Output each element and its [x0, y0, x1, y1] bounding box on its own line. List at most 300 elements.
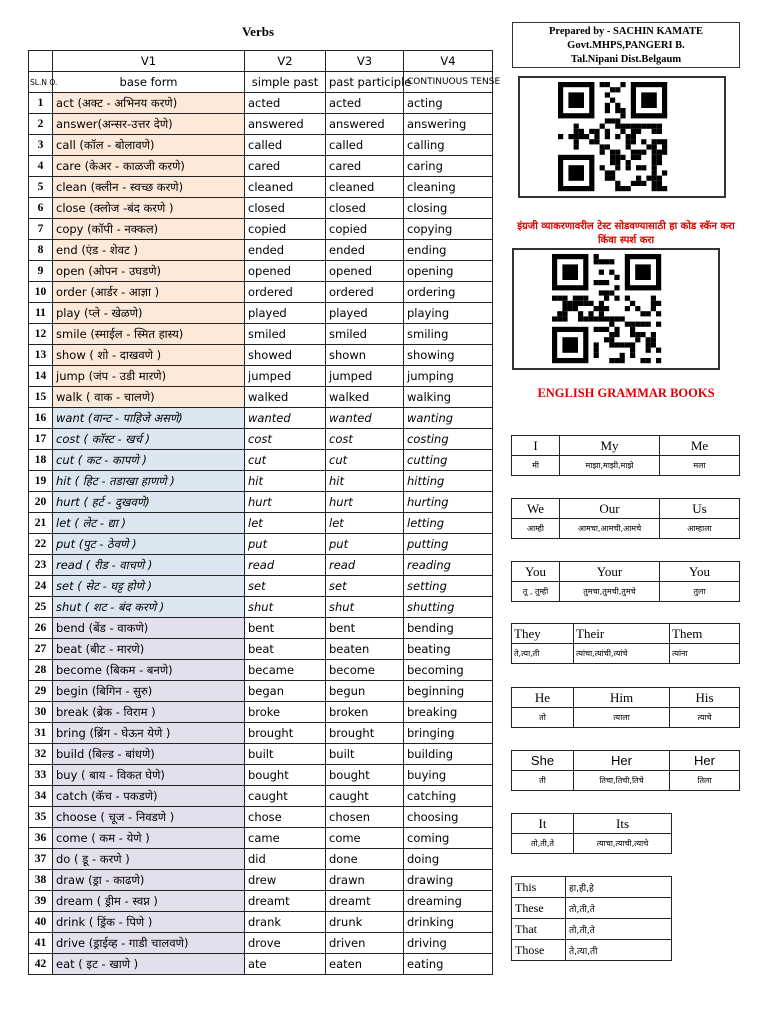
verb-past-participle: closed — [326, 198, 404, 219]
demonstrative-marathi: तो,ती,ते — [566, 898, 672, 919]
pronoun-marathi-cell: तुला — [660, 582, 740, 602]
qr-module — [600, 144, 605, 149]
verb-past-participle: hurt — [326, 492, 404, 513]
qr-module — [614, 358, 619, 363]
verb-continuous: opening — [404, 261, 493, 282]
continuous-tense-header: CONTINUOUS TENSE — [404, 72, 493, 93]
qr-module — [651, 306, 656, 311]
qr-module — [594, 316, 599, 321]
qr-module — [652, 144, 657, 149]
qr-module — [583, 296, 588, 301]
pronoun-english-cell: Them — [670, 624, 740, 644]
qr-module — [568, 134, 573, 139]
table-row — [29, 240, 493, 261]
pronoun-marathi-row — [512, 519, 740, 539]
verb-number: 23 — [29, 555, 53, 576]
verb-base-form: show ( शो - दाखवणे ) — [53, 345, 245, 366]
qr-module — [578, 311, 583, 316]
verb-base-form: jump (जंप - उडी मारणे) — [53, 366, 245, 387]
verb-past-participle: walked — [326, 387, 404, 408]
qr-module — [630, 342, 635, 347]
verb-simple-past: acted — [245, 93, 326, 114]
qr-module — [557, 311, 562, 316]
qr-module — [620, 155, 625, 160]
verb-simple-past: brought — [245, 723, 326, 744]
verb-number: 4 — [29, 156, 53, 177]
qr-module — [630, 348, 635, 353]
qr-module — [599, 259, 604, 264]
qr-module — [604, 337, 609, 342]
pronoun-marathi-cell: त्यांचा,त्यांची,त्यांचे — [574, 644, 670, 664]
qr-code-books[interactable] — [512, 248, 720, 370]
qr-module — [610, 170, 615, 175]
verb-simple-past: dreamt — [245, 891, 326, 912]
qr-module — [562, 306, 567, 311]
qr-module — [631, 139, 636, 144]
verb-base-form: order (आर्डर - आज्ञा ) — [53, 282, 245, 303]
v4-header: V4 — [404, 51, 493, 72]
qr-module — [589, 129, 594, 134]
verb-number: 20 — [29, 492, 53, 513]
qr-module — [594, 280, 599, 285]
verb-past-participle: jumped — [326, 366, 404, 387]
qr-module — [651, 301, 656, 306]
pronoun-marathi-cell: ती — [512, 771, 574, 791]
qr-module — [614, 316, 619, 321]
qr-module — [594, 259, 599, 264]
qr-module — [578, 296, 583, 301]
qr-module — [657, 176, 662, 181]
table-row — [29, 492, 493, 513]
qr-module — [657, 124, 662, 129]
verb-past-participle: set — [326, 576, 404, 597]
table-row — [29, 828, 493, 849]
qr-module — [609, 322, 614, 327]
verb-number: 9 — [29, 261, 53, 282]
qr-module — [615, 103, 620, 108]
verb-past-participle: called — [326, 135, 404, 156]
qr-module — [615, 186, 620, 191]
verb-past-participle: played — [326, 303, 404, 324]
table-row — [29, 282, 493, 303]
qr-module — [573, 296, 578, 301]
verb-continuous: cleaning — [404, 177, 493, 198]
verb-past-participle: cleaned — [326, 177, 404, 198]
qr-module — [562, 301, 567, 306]
demonstrative-marathi: ते,त्या,ती — [566, 940, 672, 961]
pronoun-english-cell: Their — [574, 624, 670, 644]
qr-module — [568, 165, 584, 181]
pronoun-english-cell: He — [512, 688, 574, 708]
qr-module — [615, 165, 620, 170]
verb-number: 36 — [29, 828, 53, 849]
qr-module — [609, 358, 614, 363]
verb-number: 26 — [29, 618, 53, 639]
qr-module — [594, 342, 599, 347]
verb-number: 21 — [29, 513, 53, 534]
pronoun-english-cell: You — [660, 562, 740, 582]
verb-simple-past: called — [245, 135, 326, 156]
page-title: Verbs — [241, 24, 275, 39]
verb-simple-past: ate — [245, 954, 326, 975]
pronoun-english-row — [512, 436, 740, 456]
verb-simple-past: drank — [245, 912, 326, 933]
qr-module — [594, 306, 599, 311]
table-row — [29, 933, 493, 954]
verb-continuous: closing — [404, 198, 493, 219]
qr-module — [646, 322, 651, 327]
verb-past-participle: read — [326, 555, 404, 576]
qr-module — [614, 296, 619, 301]
pronoun-english-cell: They — [512, 624, 574, 644]
qr-module — [599, 311, 604, 316]
qr-module — [646, 358, 651, 363]
verb-simple-past: cost — [245, 429, 326, 450]
verb-number: 35 — [29, 807, 53, 828]
blank-header-cell — [29, 51, 53, 72]
pronoun-english-row — [512, 814, 672, 834]
verb-simple-past: cleaned — [245, 177, 326, 198]
verb-past-participle: opened — [326, 261, 404, 282]
qr-module — [636, 155, 641, 160]
qr-module — [615, 155, 620, 160]
table-row — [29, 870, 493, 891]
verb-continuous: beginning — [404, 681, 493, 702]
qr-module — [615, 118, 620, 123]
verb-continuous: ending — [404, 240, 493, 261]
qr-module — [610, 87, 615, 92]
verb-past-participle: begun — [326, 681, 404, 702]
qr-module — [605, 134, 610, 139]
qr-module — [600, 150, 605, 155]
qr-module — [594, 254, 599, 259]
qr-module — [657, 150, 662, 155]
verb-base-form: act (अक्ट - अभिनय करणे) — [53, 93, 245, 114]
verb-continuous: ordering — [404, 282, 493, 303]
table-row — [29, 534, 493, 555]
verb-past-participle: drunk — [326, 912, 404, 933]
verb-number: 38 — [29, 870, 53, 891]
qr-module — [605, 118, 610, 123]
qr-module — [626, 186, 631, 191]
verb-number: 34 — [29, 786, 53, 807]
verb-base-form: build (बिल्ड - बांधणे) — [53, 744, 245, 765]
qr-module — [605, 144, 610, 149]
qr-module — [615, 181, 620, 186]
verb-past-participle: chosen — [326, 807, 404, 828]
verb-simple-past: came — [245, 828, 326, 849]
qr-module — [651, 337, 656, 342]
qr-module — [646, 348, 651, 353]
qr-module — [604, 327, 609, 332]
qr-module — [620, 186, 625, 191]
qr-module — [562, 337, 578, 353]
verb-simple-past: smiled — [245, 324, 326, 345]
demonstrative-row — [512, 940, 672, 961]
pronoun-marathi-row — [512, 708, 740, 728]
qr-module — [652, 129, 657, 134]
verb-base-form: want (वान्ट - पाहिजे असणे) — [53, 408, 245, 429]
qr-module — [625, 342, 630, 347]
qr-module — [552, 296, 557, 301]
qr-module — [657, 186, 662, 191]
table-row — [29, 681, 493, 702]
pronoun-english-cell: Her — [670, 751, 740, 771]
qr-module — [656, 358, 661, 363]
pronoun-english-row — [512, 562, 740, 582]
verb-continuous: wanting — [404, 408, 493, 429]
qr-module — [636, 129, 641, 134]
pronoun-english-cell: Our — [560, 499, 660, 519]
pronoun-english-row — [512, 624, 740, 644]
pronoun-english-row — [512, 751, 740, 771]
pronoun-english-cell: She — [512, 751, 574, 771]
verb-base-form: come ( कम - येणे ) — [53, 828, 245, 849]
qr-module — [651, 296, 656, 301]
qr-module — [605, 170, 610, 175]
pronoun-table — [511, 813, 672, 854]
table-row — [29, 366, 493, 387]
demonstrative-english: These — [512, 898, 566, 919]
qr-module — [610, 118, 615, 123]
pronoun-english-cell: His — [670, 688, 740, 708]
qr-module — [609, 259, 614, 264]
pronoun-marathi-cell: आमचा,आमची,आमचे — [560, 519, 660, 539]
verb-continuous: walking — [404, 387, 493, 408]
table-row — [29, 471, 493, 492]
verb-base-form: set ( सेट - घट्ट होणे ) — [53, 576, 245, 597]
verb-base-form: end (एंड - शेवट ) — [53, 240, 245, 261]
qr-module — [574, 139, 579, 144]
qr-module — [615, 134, 620, 139]
qr-module — [625, 296, 630, 301]
verb-past-participle: hit — [326, 471, 404, 492]
pronoun-marathi-cell: मी — [512, 456, 560, 476]
table-row — [29, 639, 493, 660]
qr-module — [662, 144, 667, 149]
verb-past-participle: eaten — [326, 954, 404, 975]
qr-module — [584, 134, 589, 139]
demonstratives-table — [511, 876, 672, 961]
pronoun-english-cell: Its — [574, 814, 672, 834]
verb-past-participle: acted — [326, 93, 404, 114]
verb-simple-past: jumped — [245, 366, 326, 387]
qr-module — [568, 306, 573, 311]
qr-module — [558, 134, 563, 139]
verb-simple-past: walked — [245, 387, 326, 408]
qr-module — [594, 353, 599, 358]
table-row — [29, 261, 493, 282]
pronoun-marathi-cell: माझा,माझी,माझे — [560, 456, 660, 476]
verb-number: 11 — [29, 303, 53, 324]
qr-module — [599, 306, 604, 311]
table-row — [29, 912, 493, 933]
table-row — [29, 807, 493, 828]
qr-module — [579, 129, 584, 134]
verb-base-form: answer(अन्सर-उत्तर देणे) — [53, 114, 245, 135]
qr-module — [604, 280, 609, 285]
table-row — [29, 135, 493, 156]
verb-number: 15 — [29, 387, 53, 408]
verb-number: 22 — [29, 534, 53, 555]
verb-base-form: begin (बिगिन - सुरु) — [53, 681, 245, 702]
qr-module — [604, 290, 609, 295]
verb-past-participle: ordered — [326, 282, 404, 303]
verb-past-participle: bought — [326, 765, 404, 786]
demonstrative-row — [512, 898, 672, 919]
qr-module — [646, 337, 651, 342]
verb-base-form: open (ओपन - उघडणे) — [53, 261, 245, 282]
qr-module — [662, 186, 667, 191]
verb-number: 29 — [29, 681, 53, 702]
table-row — [29, 345, 493, 366]
verb-number: 8 — [29, 240, 53, 261]
qr-module — [636, 176, 641, 181]
qr-module — [588, 301, 593, 306]
verb-past-participle: brought — [326, 723, 404, 744]
verb-number: 39 — [29, 891, 53, 912]
verb-continuous: copying — [404, 219, 493, 240]
verb-simple-past: bought — [245, 765, 326, 786]
pronoun-english-cell: Your — [560, 562, 660, 582]
qr-module — [630, 327, 635, 332]
verb-simple-past: put — [245, 534, 326, 555]
verb-continuous: dreaming — [404, 891, 493, 912]
verb-number: 28 — [29, 660, 53, 681]
qr-module — [631, 150, 636, 155]
qr-module — [636, 150, 641, 155]
verb-base-form: shut ( शट - बंद करणे ) — [53, 597, 245, 618]
verb-number: 25 — [29, 597, 53, 618]
verb-base-form: hurt ( हर्ट - दुखवणे) — [53, 492, 245, 513]
verb-continuous: costing — [404, 429, 493, 450]
pronoun-marathi-row — [512, 834, 672, 854]
qr-module — [557, 316, 562, 321]
qr-module — [614, 327, 619, 332]
qr-module — [578, 316, 583, 321]
verb-continuous: driving — [404, 933, 493, 954]
qr-code-icon — [514, 250, 718, 368]
qr-module — [609, 337, 614, 342]
pronoun-marathi-cell: तिला — [670, 771, 740, 791]
qr-module — [626, 124, 631, 129]
verb-past-participle: smiled — [326, 324, 404, 345]
qr-module — [604, 259, 609, 264]
qr-module — [652, 176, 657, 181]
table-row — [29, 156, 493, 177]
qr-module — [599, 301, 604, 306]
credit-line: Tal.Nipani Dist.Belgaum — [570, 54, 682, 65]
pronoun-english-cell: It — [512, 814, 574, 834]
pronoun-marathi-cell: आम्हाला — [660, 519, 740, 539]
qr-module — [657, 155, 662, 160]
verb-simple-past: beat — [245, 639, 326, 660]
verb-base-form: read ( रीड - वाचणे ) — [53, 555, 245, 576]
qr-module — [605, 108, 610, 113]
table-row — [29, 450, 493, 471]
qr-module — [636, 165, 641, 170]
qr-module — [588, 311, 593, 316]
credit-line: Govt.MHPS,PANGERI B. — [567, 40, 685, 51]
qr-module — [652, 170, 657, 175]
demonstrative-marathi: हा,ही,हे — [566, 877, 672, 898]
verb-simple-past: hit — [245, 471, 326, 492]
verb-continuous: acting — [404, 93, 493, 114]
qr-code-icon — [520, 78, 724, 196]
verb-base-form: smile (स्माईल - स्मित हास्य) — [53, 324, 245, 345]
verb-past-participle: become — [326, 660, 404, 681]
qr-module — [568, 92, 584, 108]
qr-module — [589, 139, 594, 144]
qr-module — [594, 348, 599, 353]
qr-code-test[interactable] — [518, 76, 726, 198]
qr-module — [614, 342, 619, 347]
verb-past-participle: dreamt — [326, 891, 404, 912]
verb-number: 3 — [29, 135, 53, 156]
demonstrative-english: Those — [512, 940, 566, 961]
pronoun-marathi-cell: त्याचे — [670, 708, 740, 728]
qr-module — [652, 181, 657, 186]
demonstrative-english: That — [512, 919, 566, 940]
verb-base-form: do ( डू - करणे ) — [53, 849, 245, 870]
verb-number: 1 — [29, 93, 53, 114]
verb-continuous: building — [404, 744, 493, 765]
qr-module — [631, 155, 636, 160]
table-row — [29, 303, 493, 324]
verb-past-participle: shut — [326, 597, 404, 618]
verb-base-form: dream ( ड्रीम - स्वप्न ) — [53, 891, 245, 912]
table-row — [29, 513, 493, 534]
verb-past-participle: bent — [326, 618, 404, 639]
qr-module — [640, 322, 645, 327]
verb-simple-past: showed — [245, 345, 326, 366]
qr-module — [583, 301, 588, 306]
qr-module — [620, 113, 625, 118]
verb-continuous: setting — [404, 576, 493, 597]
qr-module — [620, 358, 625, 363]
qr-module — [620, 316, 625, 321]
verb-simple-past: ended — [245, 240, 326, 261]
pronoun-english-cell: Us — [660, 499, 740, 519]
verb-continuous: bending — [404, 618, 493, 639]
verb-simple-past: drew — [245, 870, 326, 891]
qr-module — [626, 134, 631, 139]
qr-module — [636, 124, 641, 129]
pronoun-marathi-row — [512, 771, 740, 791]
pronoun-marathi-row — [512, 582, 740, 602]
qr-module — [630, 322, 635, 327]
qr-module — [562, 296, 567, 301]
verb-past-participle: cared — [326, 156, 404, 177]
verb-simple-past: played — [245, 303, 326, 324]
qr-module — [620, 108, 625, 113]
verb-continuous: calling — [404, 135, 493, 156]
verb-continuous: caring — [404, 156, 493, 177]
qr-module — [652, 165, 657, 170]
qr-module — [614, 332, 619, 337]
qr-module — [646, 342, 651, 347]
verb-simple-past: closed — [245, 198, 326, 219]
credit-line: Prepared by - SACHIN KAMATE — [548, 26, 703, 37]
verb-simple-past: cared — [245, 156, 326, 177]
verb-simple-past: chose — [245, 807, 326, 828]
verb-number: 40 — [29, 912, 53, 933]
table-row — [29, 723, 493, 744]
verb-base-form: buy ( बाय - विकत घेणे) — [53, 765, 245, 786]
verb-base-form: clean (क्लीन - स्वच्छ करणे) — [53, 177, 245, 198]
verb-base-form: choose ( चूज - निवडणे ) — [53, 807, 245, 828]
pronoun-marathi-cell: त्याचा,त्याची,त्याचे — [574, 834, 672, 854]
